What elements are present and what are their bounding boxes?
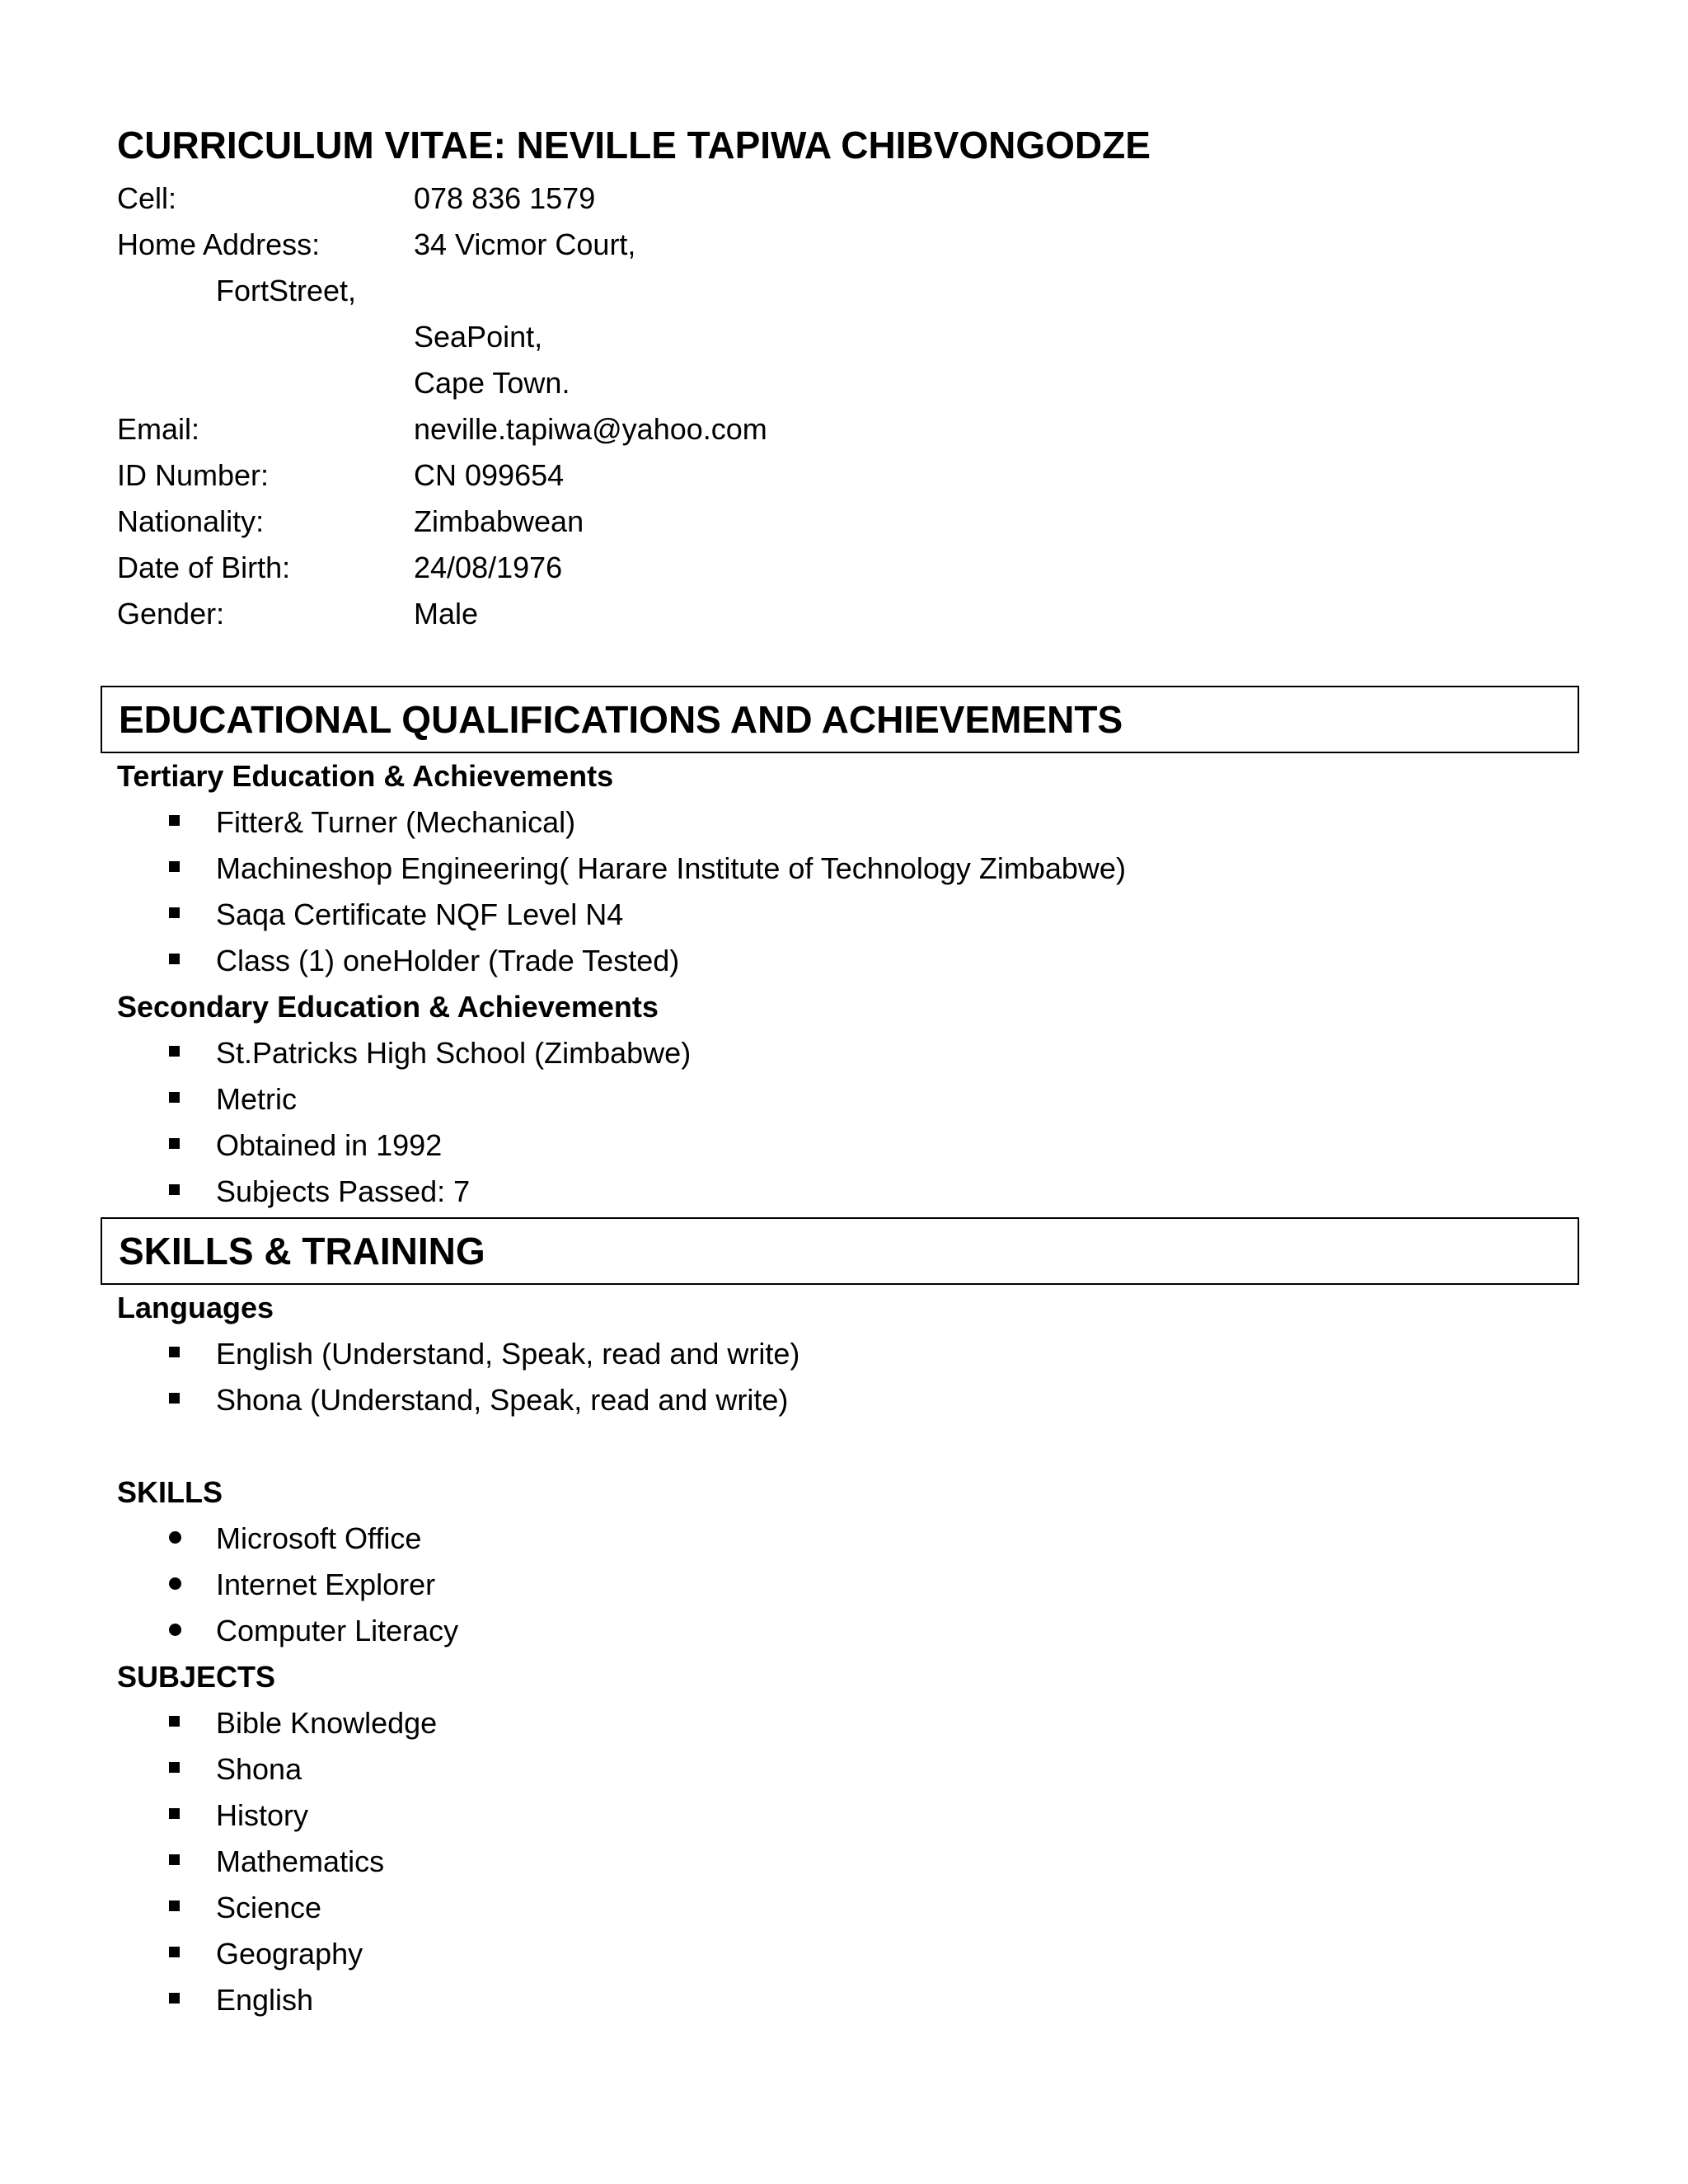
nationality-value: Zimbabwean [414,504,584,538]
square-bullet-icon [169,1993,180,2004]
cell-label: Cell: [117,181,177,215]
subject-item: Mathematics [216,1844,385,1878]
tertiary-item: Machineshop Engineering( Harare Institute of Technology Zimbabwe) [216,851,1126,885]
square-bullet-icon [169,954,180,964]
address-line-3: SeaPoint, [414,320,543,354]
language-item: English (Understand, Speak, read and write) [216,1337,800,1371]
square-bullet-icon [169,1092,180,1103]
secondary-heading: Secondary Education & Achievements [117,990,659,1024]
square-bullet-icon [169,1716,180,1727]
address-line-2: FortStreet, [216,274,357,307]
square-bullet-icon [169,1138,180,1149]
subject-item: Geography [216,1937,363,1971]
dob-label: Date of Birth: [117,551,291,584]
square-bullet-icon [169,1854,180,1865]
subjects-heading: SUBJECTS [117,1660,276,1694]
subject-item: Science [216,1891,322,1924]
address-line-4: Cape Town. [414,366,570,400]
page-title: CURRICULUM VITAE: NEVILLE TAPIWA CHIBVONGODZE [117,124,1151,166]
subject-item: History [216,1798,309,1832]
address-label: Home Address: [117,227,321,261]
email-value: neville.tapiwa@yahoo.com [414,412,767,446]
square-bullet-icon [169,1808,180,1819]
tertiary-heading: Tertiary Education & Achievements [117,759,614,793]
dob-value: 24/08/1976 [414,551,563,584]
education-section-title: EDUCATIONAL QUALIFICATIONS AND ACHIEVEMENTS [119,698,1123,741]
square-bullet-icon [169,1947,180,1957]
skill-item: Internet Explorer [216,1568,436,1601]
education-section-header [101,686,1579,753]
round-bullet-icon [169,1624,181,1636]
square-bullet-icon [169,1046,180,1057]
language-item: Shona (Understand, Speak, read and write) [216,1383,789,1417]
skill-item: Microsoft Office [216,1521,422,1555]
tertiary-item: Fitter& Turner (Mechanical) [216,805,576,839]
square-bullet-icon [169,1900,180,1911]
secondary-item: Metric [216,1082,297,1116]
round-bullet-icon [169,1577,181,1590]
gender-value: Male [414,597,479,630]
nationality-label: Nationality: [117,504,265,538]
skills-heading: SKILLS [117,1475,223,1509]
subject-item: Shona [216,1752,302,1786]
square-bullet-icon [169,861,180,872]
cell-value: 078 836 1579 [414,181,596,215]
languages-heading: Languages [117,1291,274,1324]
square-bullet-icon [169,1347,180,1357]
skills-training-section-header [101,1217,1579,1285]
square-bullet-icon [169,815,180,826]
tertiary-item: Saqa Certificate NQF Level N4 [216,898,624,931]
subject-item: Bible Knowledge [216,1706,438,1740]
id-value: CN 099654 [414,458,565,492]
secondary-item: Subjects Passed: 7 [216,1174,471,1208]
square-bullet-icon [169,1393,180,1404]
square-bullet-icon [169,907,180,918]
address-line-1: 34 Vicmor Court, [414,227,636,261]
skills-training-section-title: SKILLS & TRAINING [119,1230,485,1272]
secondary-item: St.Patricks High School (Zimbabwe) [216,1036,692,1070]
secondary-item: Obtained in 1992 [216,1128,443,1162]
square-bullet-icon [169,1184,180,1195]
subject-item: English [216,1983,314,2017]
tertiary-item: Class (1) oneHolder (Trade Tested) [216,944,680,977]
email-label: Email: [117,412,200,446]
square-bullet-icon [169,1762,180,1773]
round-bullet-icon [169,1531,181,1544]
skill-item: Computer Literacy [216,1614,459,1647]
id-label: ID Number: [117,458,270,492]
gender-label: Gender: [117,597,225,630]
